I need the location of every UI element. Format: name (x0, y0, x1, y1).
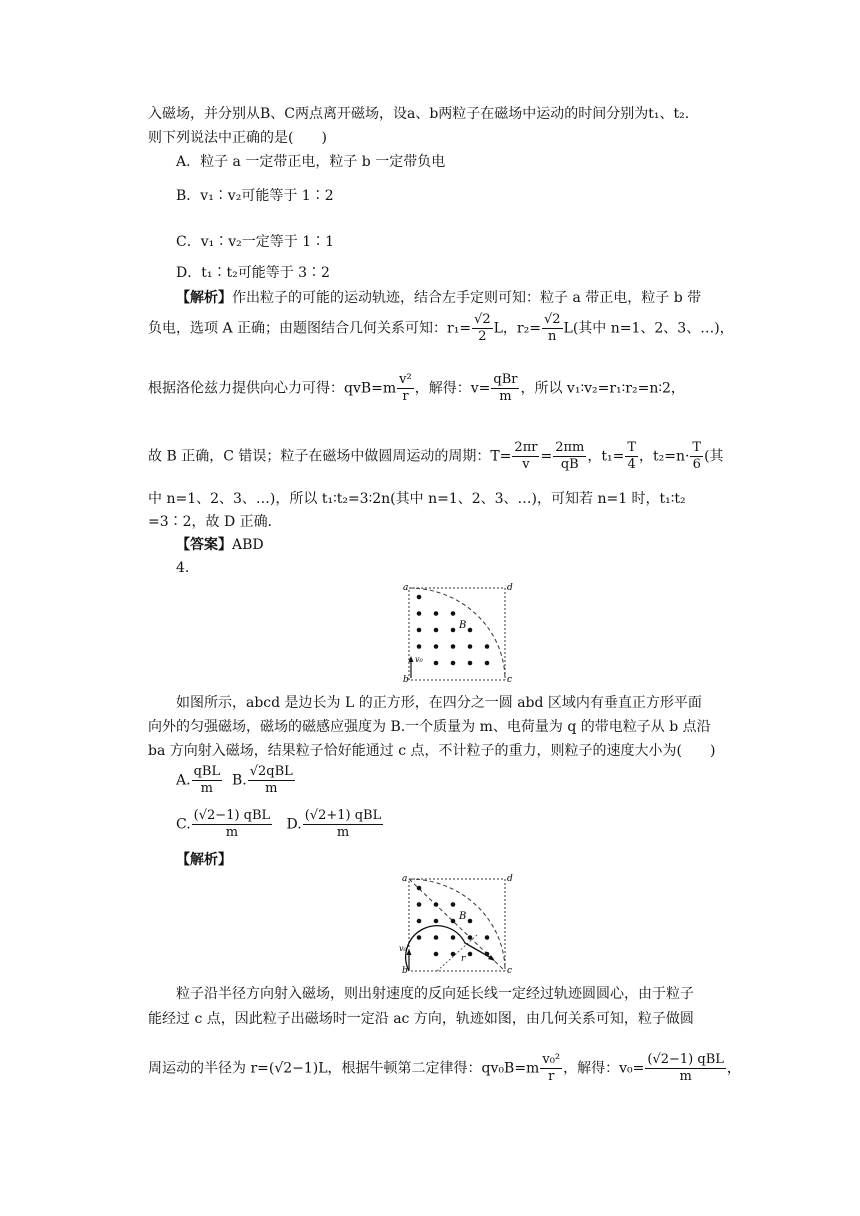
q3-analysis-text3b: ，解得：v= (414, 380, 491, 397)
frac-2pim-num: 2πm (555, 440, 585, 455)
frac-v02-den: r (548, 1069, 555, 1084)
field-dot (417, 886, 422, 891)
frac-r1-den: 2 (478, 329, 487, 344)
frac-v02-num: v₀² (542, 1052, 561, 1067)
q3-option-a: A．粒子 a 一定带正电，粒子 b 一定带负电 (176, 154, 446, 170)
field-dot (417, 595, 422, 600)
q4-option-c-num: (√2−1) qBL (193, 808, 271, 823)
field-dot (468, 952, 473, 957)
label-b: b (402, 966, 408, 976)
field-dot (485, 935, 490, 940)
q3-answer-line (176, 535, 264, 555)
q3-analysis-text1: 作出粒子的可能的运动轨迹，结合左手定则可知：粒子 a 带正电，粒子 b 带 (232, 290, 702, 306)
q4-option-c-den: m (225, 825, 239, 840)
label-a: a (403, 583, 409, 593)
q3-option-c: C．v₁∶v₂一定等于 1∶1 (176, 234, 335, 250)
q3-analysis-text4b: = (540, 448, 553, 465)
q4-solution-line3 (148, 1052, 741, 1085)
field-dot (451, 952, 456, 957)
frac-2pir-den: v (522, 457, 530, 472)
q4-option-a-frac (192, 764, 223, 797)
field-dot (434, 628, 439, 633)
field-dot (468, 935, 473, 940)
field-dot (468, 919, 473, 924)
label-c: c (507, 675, 513, 685)
field-dot (451, 611, 456, 616)
q3-stem-line2: 则下列说法中正确的是( ) (148, 130, 327, 146)
field-dot (434, 661, 439, 666)
frac-2pir-num: 2πr (514, 440, 538, 455)
q4-number: 4. (176, 560, 190, 576)
field-dot (451, 661, 456, 666)
q4-option-a-num: qBL (193, 764, 221, 779)
q4-option-c-frac (192, 808, 273, 841)
q4-option-c-label: C. (176, 816, 191, 833)
q3-answer-value: ABD (232, 537, 264, 553)
q3-analysis-text3a: 根据洛伦兹力提供向心力可得：qvB=m (148, 380, 397, 397)
field-dot (417, 644, 422, 649)
frac-v0-num: (√2−1) qBL (647, 1052, 724, 1067)
q4-stem-line3: ba 方向射入磁场，结果粒子恰好能通过 c 点，不计粒子的重力，则粒子的速度大小为( ) (148, 743, 716, 759)
q4-options-cd (176, 808, 384, 841)
square-outline (409, 588, 505, 680)
frac-v2-r (397, 372, 414, 405)
q4-option-d-num: (√2+1) qBL (304, 808, 382, 823)
frac-t-4 (625, 440, 638, 473)
q3-analysis-text4a: 故 B 正确，C 错误；粒子在磁场中做圆周运动的周期：T= (148, 448, 512, 465)
frac-r1 (472, 312, 493, 345)
q3-analysis-text4c: ，t₁= (587, 448, 625, 465)
field-dot (417, 919, 422, 924)
frac-qbr-den: m (499, 389, 512, 404)
field-dot (451, 935, 456, 940)
q4-solution-line2: 能经过 c 点，因此粒子出磁场时一定沿 ac 方向，轨迹如图，由几何关系可知，粒子做圆 (148, 1011, 694, 1027)
q3-analysis-line3 (148, 372, 685, 405)
field-dot (434, 935, 439, 940)
q3-stem-line1: 入磁场，并分别从B、C两点离开磁场，设a、b两粒子在磁场中运动的时间分别为t₁、t₂. (148, 106, 690, 122)
frac-v2-num: v² (399, 372, 412, 387)
q4-solution-text3a: 周运动的半径为 r=(√2−1)L，根据牛顿第二定律得：qv₀B=m (148, 1060, 540, 1077)
field-dot (451, 919, 456, 924)
trajectory-arrowhead (488, 955, 495, 961)
frac-qbr-num: qBr (493, 372, 518, 387)
label-b: b (403, 675, 409, 685)
q3-analysis-line1 (176, 288, 701, 308)
field-dot (468, 644, 473, 649)
q4-solution-text3b: ，解得：v₀= (563, 1060, 645, 1077)
figure-2-svg (397, 873, 517, 979)
label-v0: v₀ (399, 944, 407, 953)
q4-analysis-tag: 【解析】 (176, 852, 232, 868)
frac-t-6 (690, 440, 703, 473)
quarter-arc-boundary (409, 588, 505, 680)
frac-t4-num: T (627, 440, 636, 455)
label-a: a (402, 874, 408, 884)
field-dot (434, 952, 439, 957)
q3-analysis-text4e: (其 (704, 448, 724, 465)
q4-stem-line1: 如图所示，abcd 是边长为 L 的正方形，在四分之一圆 abd 区域内有垂直正方形平面 (176, 695, 702, 711)
field-dot (485, 644, 490, 649)
frac-t6-num: T (692, 440, 702, 455)
field-dots (417, 595, 490, 666)
q4-stem-line2: 向外的匀强磁场，磁场的磁感应强度为 B.一个质量为 m、电荷量为 q 的带电粒子从 b 点沿 (148, 719, 711, 735)
q3-analysis-text4d: ，t₂=n· (638, 448, 690, 465)
field-dot (417, 902, 422, 907)
field-dot (468, 628, 473, 633)
label-d: d (507, 583, 513, 593)
label-d: d (507, 874, 513, 884)
frac-r2-den: n (548, 329, 557, 344)
frac-v0-result (645, 1052, 726, 1085)
frac-v02-r (540, 1052, 562, 1085)
velocity-arrowhead (407, 949, 412, 955)
frac-r2-num: √2 (543, 312, 561, 327)
frac-2pim-qb (553, 440, 586, 473)
q4-option-b-frac (248, 764, 295, 797)
frac-v2-den: r (402, 389, 409, 404)
q4-option-d-label: D. (286, 816, 302, 833)
frac-t4-den: 4 (627, 457, 636, 472)
q4-solution-text3c: ， (726, 1060, 741, 1077)
q3-analysis-line4 (148, 440, 724, 473)
q4-option-b-label: B. (231, 772, 247, 789)
label-v0: v₀ (415, 655, 423, 664)
q3-analysis-text2b: L，r₂= (493, 320, 541, 337)
frac-qbr-m (491, 372, 519, 405)
label-c: c (507, 966, 513, 976)
q4-option-d-den: m (336, 825, 350, 840)
frac-t6-den: 6 (692, 457, 701, 472)
field-dot (485, 661, 490, 666)
q4-options-ab (176, 764, 296, 797)
figure-2-trajectory (397, 873, 517, 979)
q4-option-a-den: m (200, 781, 213, 796)
frac-2pir-v (512, 440, 539, 473)
frac-r1-num: √2 (474, 312, 491, 327)
field-dot (451, 902, 456, 907)
q3-option-b: B．v₁∶v₂可能等于 1∶2 (176, 188, 334, 204)
q4-solution-line1: 粒子沿半径方向射入磁场，则出射速度的反向延长线一定经过轨迹圆圆心，由于粒子 (176, 986, 694, 1002)
figure-1-square-field (397, 582, 517, 688)
figure-1-svg (397, 582, 517, 688)
field-dot (417, 935, 422, 940)
q3-analysis-text3c: ，所以 v₁∶v₂=r₁∶r₂=n∶2， (520, 380, 685, 397)
q3-analysis-text2a: 负电，选项 A 正确；由题图结合几何关系可知：r₁= (148, 320, 472, 337)
label-r: r (461, 954, 466, 964)
label-B-field: B (459, 620, 467, 631)
field-dot (434, 644, 439, 649)
field-dot (451, 628, 456, 633)
particle-trajectory (406, 926, 493, 971)
q4-option-b-den: m (265, 781, 278, 796)
field-dot (434, 902, 439, 907)
q3-analysis-line6: =3∶2，故 D 正确． (148, 514, 282, 530)
q3-analysis-line2 (148, 312, 734, 345)
field-dot (451, 644, 456, 649)
field-dot (417, 611, 422, 616)
frac-v0-den: m (679, 1069, 692, 1084)
q4-option-b-num: √2qBL (249, 764, 293, 779)
frac-2pim-den: qB (560, 457, 579, 472)
field-dot (434, 611, 439, 616)
label-B-field: B (459, 911, 467, 922)
q3-answer-tag: 【答案】 (176, 537, 232, 553)
field-dot (434, 919, 439, 924)
q3-analysis-text2c: L(其中 n=1、2、3、…)， (563, 320, 734, 337)
field-dots (417, 886, 490, 957)
q4-option-d-frac (303, 808, 384, 841)
q3-analysis-tag: 【解析】 (176, 290, 232, 306)
field-dot (468, 661, 473, 666)
frac-r2 (542, 312, 563, 345)
field-dot (417, 628, 422, 633)
q3-option-d: D．t₁∶t₂可能等于 3∶2 (176, 265, 330, 281)
q3-analysis-line5: 中 n=1、2、3、…)，所以 t₁∶t₂=3∶2n(其中 n=1、2、3、…)，可知若 n=1 时，t₁∶t₂ (148, 491, 686, 507)
q4-option-a-label: A. (176, 772, 191, 789)
